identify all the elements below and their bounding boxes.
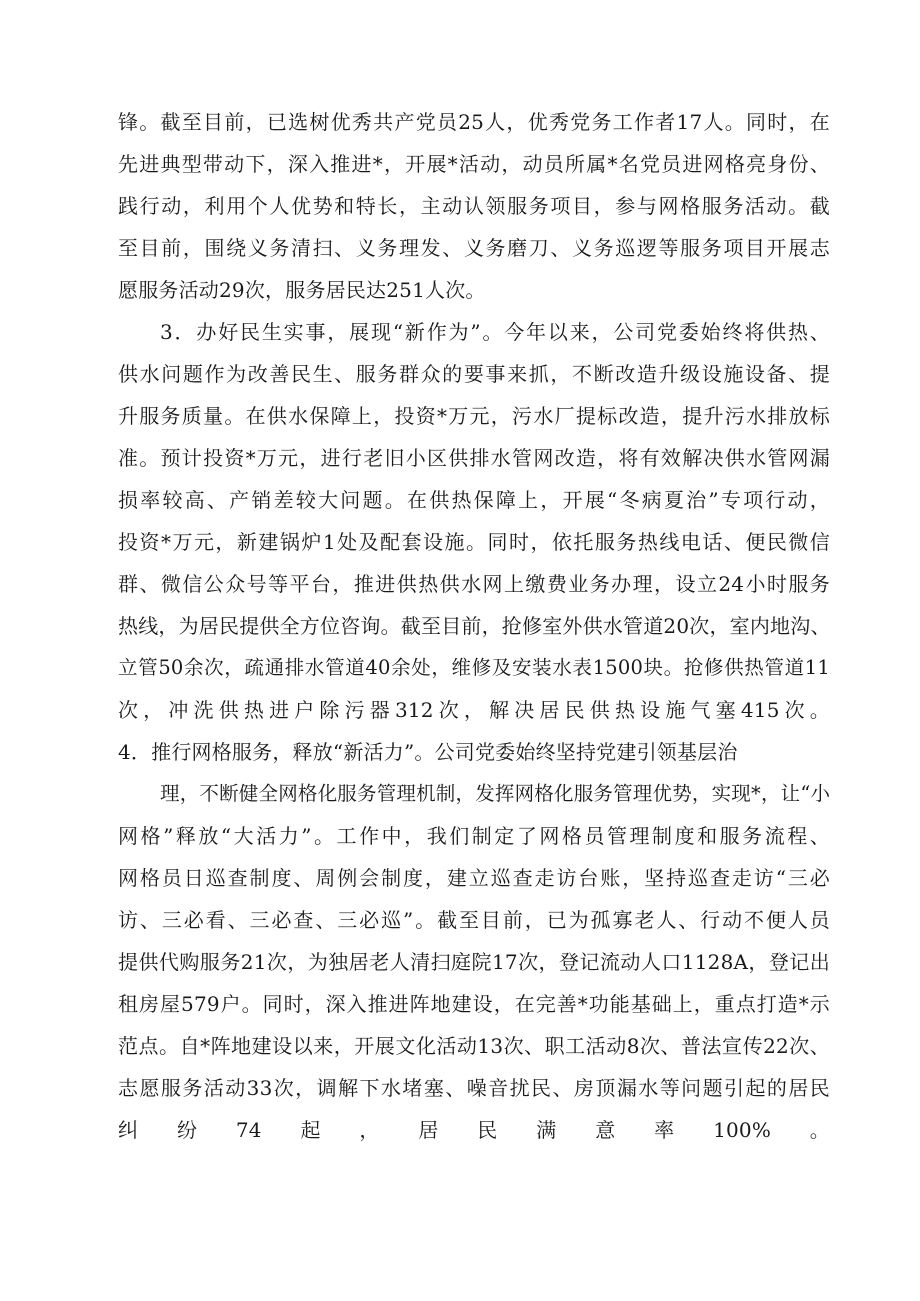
text-line: 4．推行网格服务，释放“新活力”。公司党委始终坚持党建引领基层治 <box>118 740 738 764</box>
text-line: 锋。截至目前，已选树优秀共产党员25人，优秀党务工作者17人。同时，在 <box>118 110 830 134</box>
text-line: 投资*万元，新建锅炉1处及配套设施。同时，依托服务热线电话、便民微信 <box>118 530 830 554</box>
text-line: 先进典型带动下，深入推进*，开展*活动，动员所属*名党员进网格亮身份、 <box>118 152 830 176</box>
text-line: 愿服务活动29次，服务居民达251人次。 <box>118 278 486 302</box>
text-line: 损率较高、产销差较大问题。在供热保障上，开展“冬病夏治”专项行动， <box>118 488 830 512</box>
text-line: 访、三必看、三必查、三必巡”。截至目前，已为孤寡老人、行动不便人员 <box>118 908 830 932</box>
text-line: 准。预计投资*万元，进行老旧小区供排水管网改造，将有效解决供水管网漏 <box>118 446 830 470</box>
text-line: 提供代购服务21次，为独居老人清扫庭院17次，登记流动人口1128A，登记出 <box>118 950 830 974</box>
text-line: 范点。自*阵地建设以来，开展文化活动13次、职工活动8次、普法宣传22次、 <box>118 1034 830 1058</box>
paragraph-heading-4: 理，不断健全网格化服务管理机制，发挥网格化服务管理优势，实现*，让“小 <box>160 782 831 805</box>
text-line: 网格”释放“大活力”。工作中，我们制定了网格员管理制度和服务流程、 <box>118 824 830 848</box>
text-line: 志愿服务活动33次，调解下水堵塞、噪音扰民、房顶漏水等问题引起的居民 <box>118 1076 830 1100</box>
text-line: 践行动，利用个人优势和特长，主动认领服务项目，参与网格服务活动。截 <box>118 194 830 218</box>
text-line: 至目前，围绕义务清扫、义务理发、义务磨刀、义务巡逻等服务项目开展志 <box>118 236 830 260</box>
paragraph-heading-3: 3．办好民生实事，展现“新作为”。今年以来，公司党委始终将供热、 <box>160 320 830 344</box>
text-line: 租房屋579户。同时，深入推进阵地建设，在完善*功能基础上，重点打造*示 <box>118 992 830 1016</box>
text-line: 热线，为居民提供全方位咨询。截至目前，抢修室外供水管道20次，室内地沟、 <box>118 614 831 638</box>
text-line: 网格员日巡查制度、周例会制度，建立巡查走访台账，坚持巡查走访“三必 <box>118 866 830 890</box>
text-line: 供水问题作为改善民生、服务群众的要事来抓，不断改造升级设施设备、提 <box>118 362 830 386</box>
text-line <box>118 1153 830 1191</box>
text-line: 群、微信公众号等平台，推进供热供水网上缴费业务办理，设立24小时服务 <box>118 572 830 596</box>
text-line: 纠纷74起，居民满意率100%。 <box>118 1118 830 1142</box>
text-line: 立管50余次，疏通排水管道40余处，维修及安装水表1500块。抢修供热管道11 <box>118 656 830 679</box>
text-line: 升服务质量。在供水保障上，投资*万元，污水厂提标改造，提升污水排放标 <box>118 404 830 428</box>
text-line: 次，冲洗供热进户除污器312次，解决居民供热设施气塞415次。 <box>118 698 830 722</box>
